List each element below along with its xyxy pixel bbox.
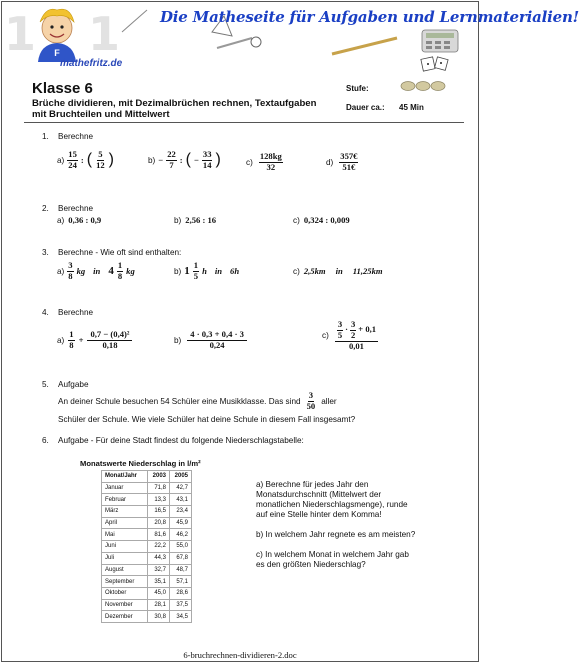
- task-1c-fraction: [259, 152, 283, 173]
- value-cell: 16,5: [148, 506, 170, 518]
- task-1a-fraction-1: [67, 150, 78, 171]
- operator: :: [80, 155, 84, 166]
- table-row: [102, 552, 192, 564]
- task-3c: [293, 266, 383, 276]
- task-2a: [57, 215, 101, 225]
- month-cell: April: [102, 517, 148, 529]
- value-cell: 81,6: [148, 529, 170, 541]
- unit: kg: [76, 266, 86, 277]
- task-5-text-end: aller: [321, 396, 337, 406]
- subtitle-line-1: Brüche dividieren, mit Dezimalbrüchen rechnen, Textaufgaben: [32, 98, 317, 109]
- value-cell: 57,1: [170, 576, 192, 588]
- month-cell: Juli: [102, 552, 148, 564]
- fraction-numerator: [335, 320, 378, 342]
- fraction-numerator: 4 · 0,3 + 0,4 · 3: [187, 330, 247, 341]
- table-row: [102, 587, 192, 599]
- task-2-title: Berechne: [58, 204, 94, 213]
- table-row: [102, 506, 192, 518]
- left-paren: (: [185, 151, 191, 169]
- month-cell: September: [102, 576, 148, 588]
- task-4c-fraction: [335, 320, 378, 352]
- table-header-row: [102, 471, 192, 483]
- task-6-number: 6.: [42, 436, 49, 445]
- table-row: [102, 517, 192, 529]
- task-3a: [57, 261, 135, 282]
- fraction-numerator: 33: [202, 149, 212, 159]
- value-cell: 45,0: [148, 587, 170, 599]
- value-2: 11,25km: [352, 266, 383, 276]
- fraction-denominator: 32: [266, 161, 276, 172]
- task-2b: [174, 215, 216, 225]
- inner-denominator: 5: [337, 329, 343, 340]
- fraction-denominator: 0,24: [209, 339, 225, 350]
- task-2b-expression: 2,56 : 16: [185, 215, 217, 225]
- task-3-title: Berechne - Wie oft sind enthalten:: [58, 248, 182, 257]
- task-4a: [57, 330, 132, 351]
- dot-operator: ·: [345, 324, 348, 335]
- inner-numerator: 3: [337, 319, 343, 329]
- whole-number: 1: [184, 265, 190, 278]
- month-cell: November: [102, 599, 148, 611]
- task-6-title: Aufgabe - Für deine Stadt findest du folgende Niederschlagstabelle:: [58, 436, 304, 445]
- fraction-denominator: 8: [68, 270, 73, 281]
- fraction-numerator: 357€: [340, 151, 358, 161]
- task-5-number: 5.: [42, 380, 49, 389]
- question-b: b) In welchem Jahr regnete es am meisten?: [256, 530, 416, 539]
- value-cell: 22,2: [148, 541, 170, 553]
- task-4a-fraction-2: [87, 330, 132, 351]
- value-1: 2,5km: [303, 266, 326, 276]
- fraction-numerator: 1: [117, 260, 123, 270]
- task-6-questions: [256, 480, 416, 570]
- task-1d-fraction: [339, 152, 358, 173]
- worksheet-page: [1, 1, 579, 662]
- level-label: Stufe:: [346, 84, 369, 93]
- value-cell: 23,4: [170, 506, 192, 518]
- task-2a-label: a): [57, 216, 65, 225]
- value-cell: 71,8: [148, 482, 170, 494]
- fraction-numerator: 0,7 − (0,4)²: [87, 330, 132, 341]
- table-row: [102, 611, 192, 623]
- task-1c: [246, 152, 283, 173]
- task-1a: [57, 150, 114, 171]
- sign: −: [158, 155, 164, 166]
- in-word: in: [214, 266, 223, 277]
- class-title: Klasse 6: [32, 80, 93, 97]
- table-row: [102, 482, 192, 494]
- task-3b-fraction: [193, 261, 199, 282]
- task-1-title: Berechne: [58, 132, 94, 141]
- fraction-numerator: 22: [167, 149, 176, 159]
- task-3a-fraction-2: [117, 261, 123, 282]
- value-cell: 55,0: [170, 541, 192, 553]
- value-cell: 28,6: [170, 587, 192, 599]
- value-cell: 32,7: [148, 564, 170, 576]
- logo-badge: F: [49, 46, 65, 60]
- in-word: in: [93, 266, 101, 277]
- month-cell: Juni: [102, 541, 148, 553]
- fraction-denominator: 7: [169, 159, 174, 170]
- right-paren: ): [215, 151, 221, 169]
- fraction-denominator: 50: [306, 400, 316, 411]
- task-5-text-1: An deiner Schule besuchen 54 Schüler eine Musikklasse. Das sind: [58, 396, 301, 406]
- month-cell: März: [102, 506, 148, 518]
- task-1a-label: a): [57, 155, 65, 165]
- fraction-denominator: 24: [68, 159, 77, 170]
- value-cell: 20,8: [148, 517, 170, 529]
- month-cell: Oktober: [102, 587, 148, 599]
- right-paren: ): [108, 151, 114, 169]
- task-4b-fraction: [187, 330, 247, 351]
- value-cell: 45,9: [170, 517, 192, 529]
- value-cell: 35,1: [148, 576, 170, 588]
- task-2c: [293, 215, 350, 225]
- fraction-numerator: 128kg: [259, 151, 282, 161]
- task-2-number: 2.: [42, 204, 49, 213]
- fraction-numerator: 3: [68, 260, 73, 270]
- inner-fraction-2: [350, 320, 356, 341]
- rain-table-wrapper: [101, 470, 192, 623]
- fraction-numerator: 1: [193, 260, 199, 270]
- duration-value: 45 Min: [399, 103, 424, 112]
- task-1b-label: b): [148, 155, 156, 165]
- month-cell: Februar: [102, 494, 148, 506]
- inner-sign: −: [193, 155, 199, 166]
- fraction-denominator: 0,01: [348, 340, 364, 351]
- task-4-title: Berechne: [58, 308, 94, 317]
- task-2b-label: b): [174, 216, 182, 225]
- column-header: Monat/Jahr: [102, 471, 148, 483]
- value-cell: 37,5: [170, 599, 192, 611]
- question-a: a) Berechne für jedes Jahr den Monatsdurchschnitt (Mittelwert der monatlichen Niederschlagsmenge), runde auf eine Stelle hinter dem Komma!: [256, 480, 408, 519]
- fraction-numerator: 5: [98, 149, 103, 159]
- rain-table-title: Monatswerte Niederschlag in l/m²: [80, 459, 201, 468]
- column-header: 2003: [148, 471, 170, 483]
- value-cell: 13,3: [148, 494, 170, 506]
- site-logo-text[interactable]: mathefritz.de: [60, 58, 123, 69]
- table-row: [102, 494, 192, 506]
- task-4b: [174, 330, 247, 351]
- month-cell: Januar: [102, 482, 148, 494]
- subtitle-line-2: mit Bruchteilen und Mittelwert: [32, 109, 170, 120]
- task-2a-expression: 0,36 : 0,9: [68, 215, 102, 225]
- task-1b-fraction-2: [202, 150, 213, 171]
- task-1-number: 1.: [42, 132, 49, 141]
- task-5-title: Aufgabe: [58, 380, 89, 389]
- rain-table: [101, 470, 192, 623]
- fraction-numerator: 15: [68, 149, 77, 159]
- fraction-denominator: 5: [193, 270, 199, 281]
- task-1a-fraction-2: [95, 150, 106, 171]
- task-4a-fraction-1: [68, 330, 74, 351]
- fraction-denominator: 51€: [342, 161, 356, 172]
- svg-text:1: 1: [88, 7, 121, 61]
- value-cell: 44,3: [148, 552, 170, 564]
- inner-denominator: 2: [351, 329, 356, 340]
- task-4a-label: a): [57, 335, 65, 345]
- in-word: in: [335, 266, 343, 276]
- table-row: [102, 541, 192, 553]
- inner-fraction-1: [337, 320, 343, 341]
- question-c: c) In welchem Monat in welchem Jahr gab es den größten Niederschlag?: [256, 550, 409, 569]
- plus-term: + 0,1: [358, 324, 377, 335]
- plus-sign: +: [78, 335, 84, 346]
- task-4c-label: c): [322, 331, 329, 341]
- table-row: [102, 599, 192, 611]
- site-slogan: Die Matheseite für Aufgaben und Lernmaterialien!: [160, 8, 579, 26]
- task-3b-label: b): [174, 266, 182, 276]
- worksheet-subtitle: [32, 98, 332, 120]
- unit: h: [202, 266, 207, 277]
- value-cell: 48,7: [170, 564, 192, 576]
- value-cell: 43,1: [170, 494, 192, 506]
- task-1b: [148, 150, 221, 171]
- month-cell: Dezember: [102, 611, 148, 623]
- fraction-numerator: 1: [69, 329, 74, 339]
- unit: kg: [126, 266, 135, 277]
- operator: :: [179, 155, 183, 166]
- left-paren: (: [86, 151, 93, 169]
- fraction-denominator: 14: [202, 159, 212, 170]
- task-5-line-2: Schüler der Schule. Wie viele Schüler hat deine Schule in diesem Fall insgesamt?: [58, 415, 356, 424]
- task-5-line-1: [58, 391, 337, 412]
- value-cell: 28,1: [148, 599, 170, 611]
- task-3b: [174, 261, 239, 282]
- task-1d: [326, 152, 358, 173]
- value-cell: 67,8: [170, 552, 192, 564]
- fraction-numerator: 3: [308, 390, 314, 400]
- fraction-denominator: 12: [96, 159, 105, 170]
- level-coins-icon: [400, 80, 448, 92]
- value-cell: 46,2: [170, 529, 192, 541]
- task-4c: [322, 320, 378, 352]
- task-2c-label: c): [293, 216, 300, 225]
- value-cell: 42,7: [170, 482, 192, 494]
- whole-number: 4: [108, 265, 114, 278]
- value-cell: 30,8: [148, 611, 170, 623]
- task-1b-fraction-1: [166, 150, 177, 171]
- header-banner: [2, 2, 579, 72]
- task-1c-label: c): [246, 157, 253, 167]
- task-5-fraction: [306, 391, 317, 412]
- duration-label: Dauer ca.:: [346, 103, 385, 112]
- task-2c-expression: 0,324 : 0,009: [303, 215, 350, 225]
- task-3-number: 3.: [42, 248, 49, 257]
- fraction-denominator: 8: [69, 339, 74, 350]
- task-1d-label: d): [326, 157, 334, 167]
- footer-filename: 6-bruchrechnen-dividieren-2.doc: [183, 650, 297, 660]
- fraction-denominator: 0,18: [102, 339, 118, 350]
- inner-numerator: 3: [351, 319, 356, 329]
- fraction-denominator: 8: [117, 270, 123, 281]
- svg-text:1: 1: [4, 7, 37, 61]
- task-4b-label: b): [174, 335, 182, 345]
- task-4-number: 4.: [42, 308, 49, 317]
- month-cell: Mai: [102, 529, 148, 541]
- value-cell: 34,5: [170, 611, 192, 623]
- value-2: 6h: [230, 266, 240, 277]
- header-divider: [24, 122, 464, 123]
- rain-table-body: [102, 482, 192, 622]
- column-header: 2005: [170, 471, 192, 483]
- table-row: [102, 576, 192, 588]
- month-cell: August: [102, 564, 148, 576]
- table-row: [102, 529, 192, 541]
- task-3a-fraction-1: [67, 261, 73, 282]
- table-row: [102, 564, 192, 576]
- task-3a-label: a): [57, 266, 65, 276]
- task-3c-label: c): [293, 267, 300, 276]
